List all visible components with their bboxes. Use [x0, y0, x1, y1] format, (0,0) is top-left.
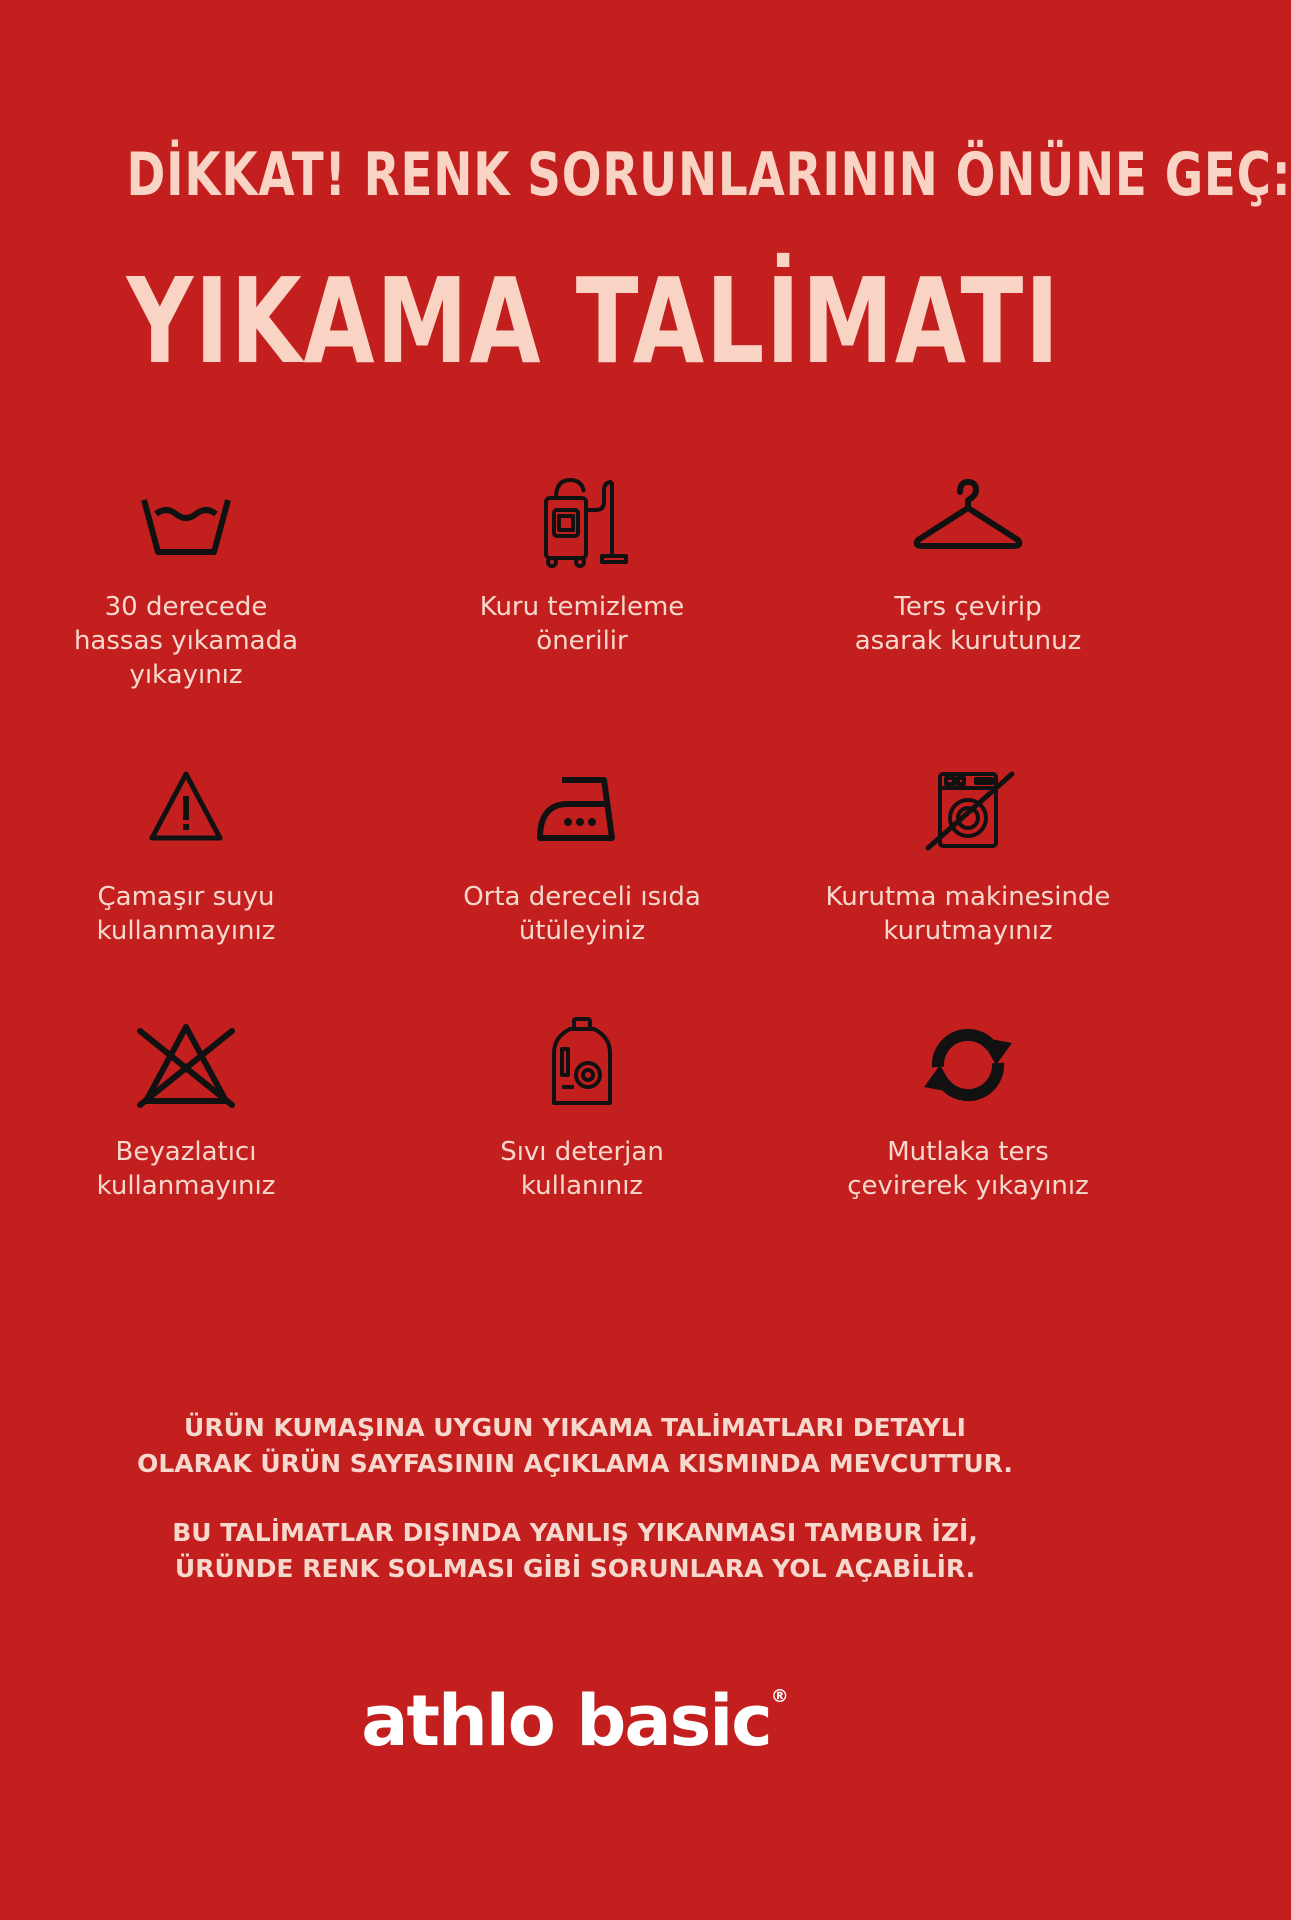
inside-out-icon: [908, 1015, 1028, 1115]
notice-line: BU TALİMATLAR DIŞINDA YANLIŞ YIKANMASI TAMBUR İZİ,: [172, 1518, 978, 1547]
registered-mark: ®: [770, 1686, 789, 1707]
warning-icon: [126, 760, 246, 860]
instruction-label: asarak kurutunuz: [854, 626, 1082, 656]
instruction-label: Kuru temizleme: [479, 592, 685, 622]
brand-name: athlo basic: [361, 1680, 771, 1762]
hanger-icon: [908, 470, 1028, 570]
instruction-label: ütüleyiniz: [518, 916, 646, 946]
instruction-wash-30: [26, 470, 346, 692]
instruction-no-tumble-dry: [808, 760, 1128, 948]
instruction-label: kurutmayınız: [883, 916, 1053, 946]
instruction-label: yıkayınız: [129, 660, 243, 690]
instruction-label: kullanmayınız: [96, 916, 276, 946]
instruction-label: 30 derecede: [104, 592, 268, 622]
notice-paragraph-1: [0, 1410, 1150, 1482]
liquid-detergent-icon: [522, 1015, 642, 1115]
instruction-label: hassas yıkamada: [73, 626, 299, 656]
notice-line: OLARAK ÜRÜN SAYFASININ AÇIKLAMA KISMINDA MEVCUTTUR.: [137, 1449, 1013, 1478]
notice-line: ÜRÜN KUMAŞINA UYGUN YIKAMA TALİMATLARI DETAYLI: [184, 1413, 966, 1442]
no-tumble-dry-icon: [908, 760, 1028, 860]
no-bleach-icon: [126, 1015, 246, 1115]
instruction-label: Beyazlatıcı: [115, 1137, 257, 1167]
brand-logo: [0, 1680, 1150, 1762]
instruction-label: kullanınız: [520, 1171, 644, 1201]
instruction-hang-dry: [808, 470, 1128, 658]
iron-medium-icon: [522, 760, 642, 860]
instruction-liquid-detergent: [422, 1015, 742, 1203]
instruction-dry-cleaning: [422, 470, 742, 658]
instruction-label: Ters çevirip: [894, 592, 1042, 622]
notice-paragraph-2: [0, 1515, 1150, 1587]
dry-cleaning-icon: [522, 470, 642, 570]
instruction-no-bleach: [26, 1015, 346, 1203]
page-title: YIKAMA TALİMATI: [126, 252, 1061, 390]
instruction-label: Çamaşır suyu: [97, 882, 275, 912]
instruction-label: Sıvı deterjan: [500, 1137, 664, 1167]
instruction-iron-medium: [422, 760, 742, 948]
instruction-label: çevirerek yıkayınız: [847, 1171, 1089, 1201]
notice-line: ÜRÜNDE RENK SOLMASI GİBİ SORUNLARA YOL AÇABİLİR.: [174, 1554, 976, 1583]
wash-30-gentle-icon: [126, 470, 246, 570]
instruction-no-bleach-water: [26, 760, 346, 948]
page-subtitle: DİKKAT! RENK SORUNLARININ ÖNÜNE GEÇ:: [126, 140, 1291, 210]
instruction-label: Orta dereceli ısıda: [463, 882, 701, 912]
instruction-label: önerilir: [536, 626, 628, 656]
instruction-label: kullanmayınız: [96, 1171, 276, 1201]
instruction-label: Mutlaka ters: [887, 1137, 1049, 1167]
instruction-label: Kurutma makinesinde: [825, 882, 1111, 912]
instruction-inside-out: [808, 1015, 1128, 1203]
